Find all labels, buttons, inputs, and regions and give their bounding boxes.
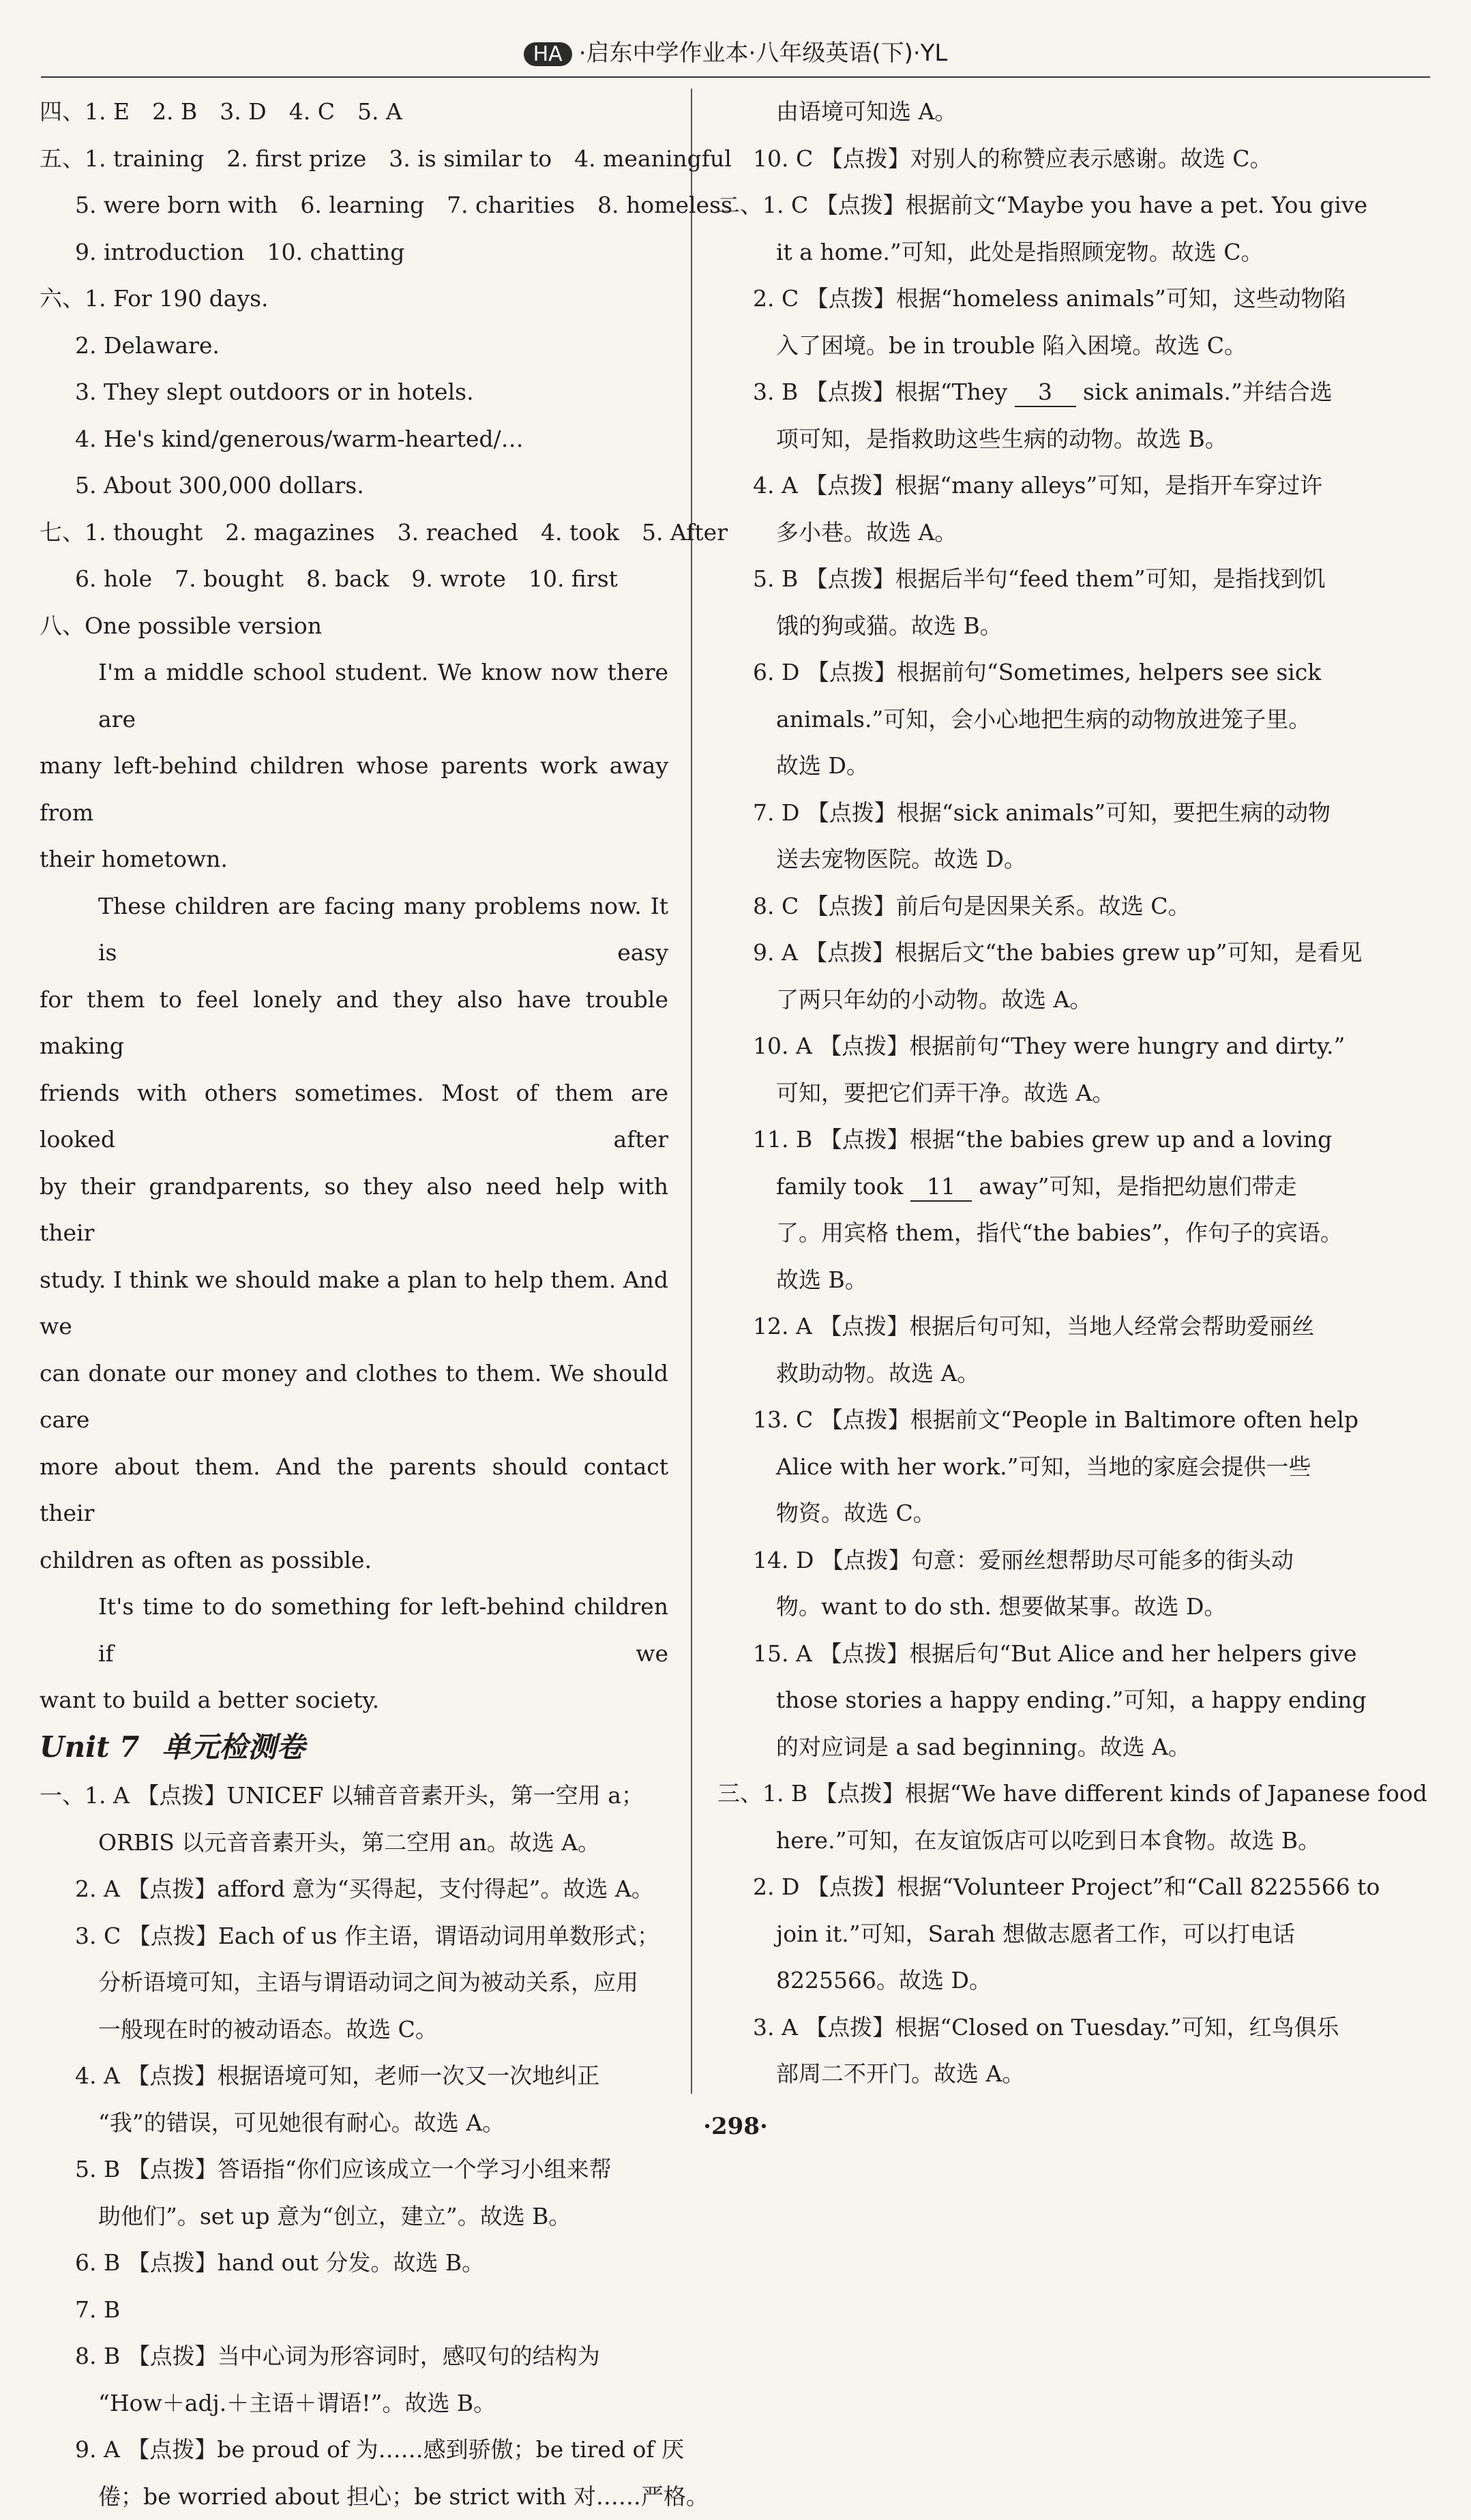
answer-line: 二、1. C 【点拨】根据前文“Maybe you have a pet. You give [717,182,1346,229]
answer-line: 13. C 【点拨】根据前文“People in Baltimore often help [717,1397,1346,1444]
answer-line: 五、1. training 2. first prize 3. is similar to 4. meaningful [40,136,668,183]
header-title: ·启东中学作业本·八年级英语(下)·YL [579,40,948,67]
answer-line: 3. C 【点拨】Each of us 作主语，谓语动词用单数形式； [40,1913,668,1960]
answer-line: 12. A 【点拨】根据后句可知，当地人经常会帮助爱丽丝 [717,1303,1346,1350]
answer-line: 四、1. E 2. B 3. D 4. C 5. A [40,89,668,136]
answer-line: 9. A 【点拨】be proud of 为……感到骄傲；be tired of 厌 [40,2427,668,2474]
answer-line: 7. B [40,2287,668,2334]
answer-line: 入了困境。be in trouble 陷入困境。故选 C。 [717,323,1346,370]
answer-line: 饿的狗或猫。故选 B。 [717,603,1346,650]
essay-line: can donate our money and clothes to them. We should care [40,1350,668,1444]
essay-line: for them to feel lonely and they also have trouble making [40,977,668,1070]
blank-number: 11 [910,1173,972,1202]
answer-line: 由语境可知选 A。 [717,89,1346,136]
answer-line: 5. B 【点拨】答语指“你们应该成立一个学习小组来帮 [40,2146,668,2193]
answer-line: 故选 B。 [717,1257,1346,1304]
answer-text: family took [776,1173,903,1200]
answer-text: 3. B 【点拨】根据“They [753,379,1007,405]
answer-line: 了两只年幼的小动物。故选 A。 [717,977,1346,1024]
answer-line: 5. B 【点拨】根据后半句“feed them”可知，是指找到饥 [717,556,1346,603]
answer-line: 2. D 【点拨】根据“Volunteer Project”和“Call 8225566 to [717,1864,1346,1911]
answer-line: 的对应词是 a sad beginning。故选 A。 [717,1724,1346,1771]
answer-line: 部周二不开门。故选 A。 [717,2051,1346,2098]
answer-line: 送去宠物医院。故选 D。 [717,836,1346,883]
answer-line: 分析语境可知，主语与谓语动词之间为被动关系，应用 [40,1959,668,2006]
answer-line: 七、1. thought 2. magazines 3. reached 4. took 5. After [40,509,668,557]
answer-line: 6. B 【点拨】hand out 分发。故选 B。 [40,2240,668,2287]
answer-line: 可知，要把它们弄干净。故选 A。 [717,1070,1346,1117]
blank-number: 3 [1015,379,1076,407]
answer-line [717,369,1346,416]
answer-line: 项可知，是指救助这些生病的动物。故选 B。 [717,416,1346,463]
essay-line: more about them. And the parents should contact their [40,1444,668,1537]
answer-line: 11. B 【点拨】根据“the babies grew up and a loving [717,1116,1346,1163]
answer-line: 倦；be worried about 担心；be strict with 对……严格。 [40,2474,668,2520]
answer-line: 3. A 【点拨】根据“Closed on Tuesday.”可知，红鸟俱乐 [717,2004,1346,2051]
answer-line: 8225566。故选 D。 [717,1957,1346,2004]
essay-line: children as often as possible. [40,1537,668,1584]
answer-line: 2. Delaware. [40,323,668,370]
essay-line: It's time to do something for left-behind children if we [40,1584,668,1677]
answer-line: 8. C 【点拨】前后句是因果关系。故选 C。 [717,883,1346,930]
right-column [717,89,1346,2098]
answer-text: away”可知，是指把幼崽们带走 [979,1173,1296,1200]
answer-line: it a home.”可知，此处是指照顾宠物。故选 C。 [717,229,1346,276]
page-number: ·298· [0,2113,1471,2140]
ha-badge: HA [524,42,572,66]
answer-line: 4. A 【点拨】根据“many alleys”可知，是指开车穿过许 [717,462,1346,509]
answer-line: 2. C 【点拨】根据“homeless animals”可知，这些动物陷 [717,276,1346,323]
answer-line: Alice with her work.”可知，当地的家庭会提供一些 [717,1444,1346,1491]
answer-line: here.”可知，在友谊饭店可以吃到日本食物。故选 B。 [717,1818,1346,1865]
answer-line: 5. About 300,000 dollars. [40,462,668,509]
unit-heading [40,1724,668,1773]
essay-line: by their grandparents, so they also need help with their [40,1163,668,1257]
answer-line: 6. hole 7. bought 8. back 9. wrote 10. first [40,556,668,603]
header-title-line [41,34,1430,68]
essay-line: I'm a middle school student. We know now there are [40,649,668,743]
answer-line: 八、One possible version [40,603,668,650]
answer-line: 9. A 【点拨】根据后文“the babies grew up”可知，是看见 [717,930,1346,977]
answer-line: 物。want to do sth. 想要做某事。故选 D。 [717,1584,1346,1631]
left-column [40,89,668,2520]
answer-line: 10. A 【点拨】根据前句“They were hungry and dirty.” [717,1023,1346,1070]
answer-line: 15. A 【点拨】根据后句“But Alice and her helpers give [717,1631,1346,1678]
answer-line: 助他们”。set up 意为“创立，建立”。故选 B。 [40,2193,668,2240]
answer-line: 5. were born with 6. learning 7. charities 8. homeless [40,182,668,229]
answer-line: 2. A 【点拨】afford 意为“买得起，支付得起”。故选 A。 [40,1866,668,1913]
answer-line: 14. D 【点拨】句意：爱丽丝想帮助尽可能多的街头动 [717,1537,1346,1584]
answer-line: 10. C 【点拨】对别人的称赞应表示感谢。故选 C。 [717,136,1346,183]
answer-line: animals.”可知，会小心地把生病的动物放进笼子里。 [717,696,1346,743]
answer-line: 救助动物。故选 A。 [717,1350,1346,1397]
answer-line: 4. He's kind/generous/warm-hearted/… [40,416,668,463]
essay-line: friends with others sometimes. Most of them are looked after [40,1070,668,1163]
answer-line: 一、1. A 【点拨】UNICEF 以辅音音素开头，第一空用 a； [40,1773,668,1820]
answer-line: 一般现在时的被动语态。故选 C。 [40,2006,668,2054]
essay-line: their hometown. [40,836,668,883]
page-header [41,27,1430,78]
answer-line: 7. D 【点拨】根据“sick animals”可知，要把生病的动物 [717,790,1346,837]
answer-line: 多小巷。故选 A。 [717,509,1346,557]
essay-line: want to build a better society. [40,1677,668,1724]
column-divider [691,89,692,2094]
essay-line: many left-behind children whose parents work away from [40,743,668,836]
answer-line [717,1163,1346,1211]
answer-line: 6. D 【点拨】根据前句“Sometimes, helpers see sick [717,649,1346,696]
essay-line: These children are facing many problems now. It is easy [40,883,668,977]
answer-text: sick animals.”并结合选 [1083,379,1333,405]
answer-line: 三、1. B 【点拨】根据“We have different kinds of Japanese food [717,1770,1346,1818]
answer-line: 了。用宾格 them，指代“the babies”，作句子的宾语。 [717,1210,1346,1257]
answer-line: 3. They slept outdoors or in hotels. [40,369,668,416]
answer-line: 9. introduction 10. chatting [40,229,668,276]
answer-line: 故选 D。 [717,743,1346,790]
answer-line: 六、1. For 190 days. [40,276,668,323]
answer-line: 物资。故选 C。 [717,1490,1346,1537]
answer-line: those stories a happy ending.”可知，a happy ending [717,1677,1346,1724]
unit-title: 单元检测卷 [162,1730,305,1764]
answer-line: “How＋adj.＋主语＋谓语!”。故选 B。 [40,2380,668,2427]
essay-line: study. I think we should make a plan to help them. And we [40,1257,668,1350]
answer-line: 4. A 【点拨】根据语境可知，老师一次又一次地纠正 [40,2053,668,2100]
answer-line: 8. B 【点拨】当中心词为形容词时，感叹句的结构为 [40,2333,668,2380]
unit-number: Unit 7 [40,1730,139,1764]
answer-line: ORBIS 以元音音素开头，第二空用 an。故选 A。 [40,1820,668,1867]
answer-line: “我”的错误，可见她很有耐心。故选 A。 [40,2100,668,2147]
answer-line: join it.”可知，Sarah 想做志愿者工作，可以打电话 [717,1911,1346,1958]
